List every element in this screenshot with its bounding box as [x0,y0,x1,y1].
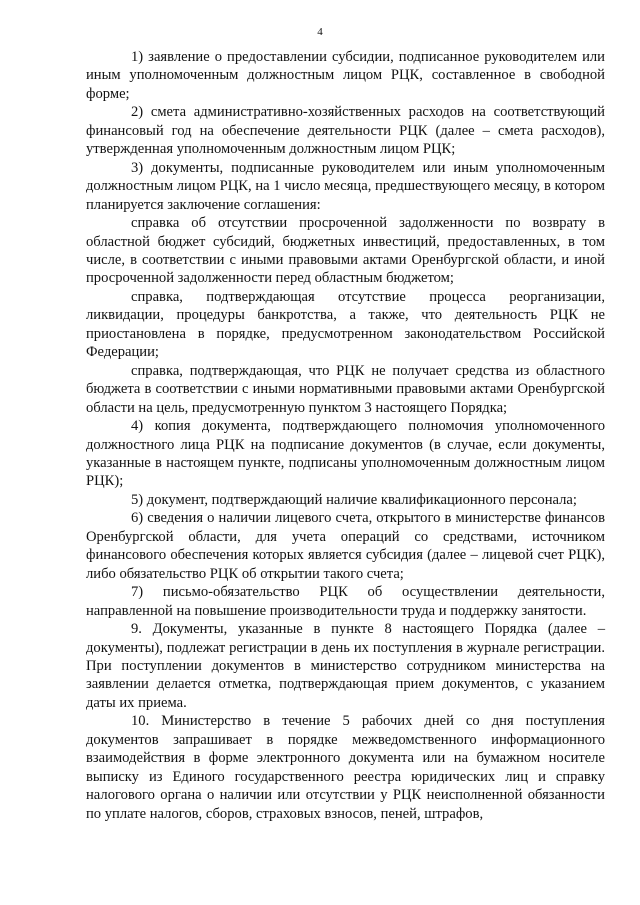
item-1-application: 1) заявление о предоставлении субсидии, подписанное руководителем или иным уполномоченным должностным лицом РЦК, составленное в свободной форме; [86,49,605,102]
certificate-no-other-funds: справка, подтверждающая, что РЦК не получает средства из областного бюджета в соответствии с иными нормативными правовыми актами Оренбургской области на цель, предусмотренную пунктом 3 настоящего Порядка; [86,362,605,416]
clause-9-registration: 9. Документы, указанные в пункте 8 настоящего Порядка (далее – документы), подлежат регистрации в день их поступления в журнале регистрации. При поступлении документов в министерство сотрудником министерства на заявлении делается отметка, подтверждающая прием документов, с указанием даты их приема. [86,621,605,711]
item-2-cost-estimate: 2) смета административно-хозяйственных расходов на соответствующий финансовый год на обеспечение деятельности РЦК (далее – смета расходов), утвержденная уполномоченным должностным лицом РЦК; [86,104,605,158]
certificate-no-debt: справка об отсутствии просроченной задолженности по возврату в областной бюджет субсидий, бюджетных инвестиций, предоставленных, в том числе, в соответствии с иными правовыми актами Оренбургской области, и иной просроченной задолженности перед областным бюджетом; [86,215,605,287]
item-3-documents: 3) документы, подписанные руководителем или иным уполномоченным должностным лицом РЦК, на 1 число месяца, предшествующего месяцу, в котором планируется заключение соглашения: [86,159,605,213]
certificate-no-reorganization: справка, подтверждающая отсутствие процесса реорганизации, ликвидации, процедуры банкротства, а также, что деятельность РЦК не приостановлена в порядке, предусмотренном законодательством Российской Федерации; [86,288,605,361]
document-body [86,48,605,823]
page-number: 4 [317,26,323,38]
item-5-qualified-staff: 5) документ, подтверждающий наличие квалификационного персонала; [131,491,577,508]
item-6-personal-account: 6) сведения о наличии лицевого счета, открытого в министерстве финансов Оренбургской области, для учета операций со средствами, источником финансового обеспечения которых является субсидия (далее – лицевой счет РЦК), либо обязательство РЦК об открытии такого счета; [86,510,605,582]
item-7-commitment-letter: 7) письмо-обязательство РЦК об осуществлении деятельности, направленной на повышение производительности труда и поддержку занятости. [86,584,605,619]
clause-10-interagency-request: 10. Министерство в течение 5 рабочих дней со дня поступления документов запрашивает в порядке межведомственного информационного взаимодействия в форме электронного документа или на бумажном носителе выписку из Единого государственного реестра юридических лиц и справку налогового органа о наличии или отсутствии у РЦК неисполненной обязанности по уплате налогов, сборов, страховых взносов, пеней, штрафов, [86,713,605,822]
item-4-authority-copy: 4) копия документа, подтверждающего полномочия уполномоченного должностного лица РЦК на подписание документов (в случае, если документы, указанные в настоящем пункте, подписаны уполномоченным должностным лицом РЦК); [86,418,605,490]
